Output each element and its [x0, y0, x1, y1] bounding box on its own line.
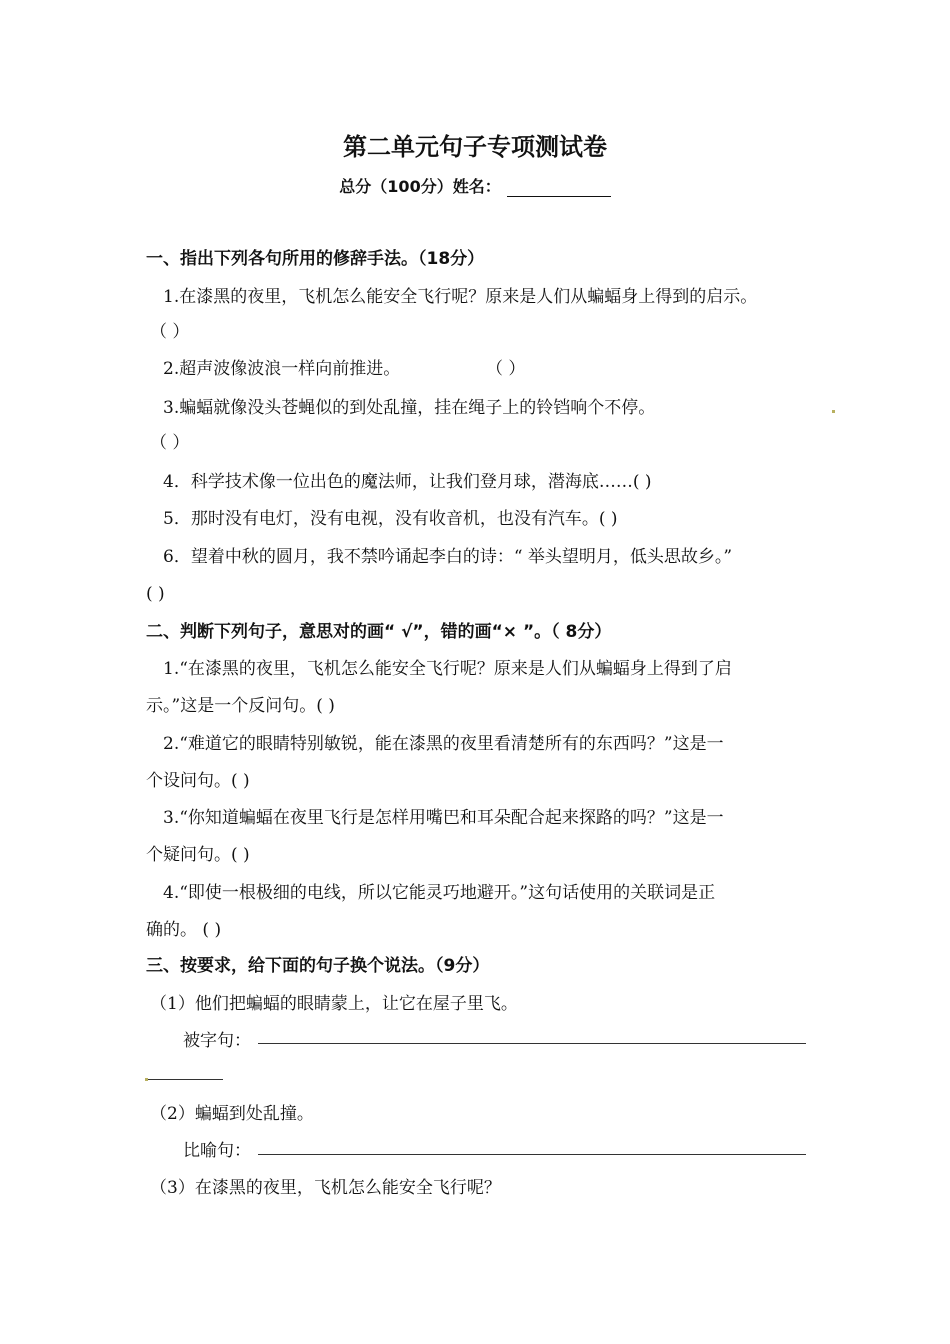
s1-question-1: 1.在漆黑的夜里，飞机怎么能安全飞行呢？原来是人们从蝙蝠身上得到的启示。: [163, 287, 758, 307]
s3-question-1: （1）他们把蝙蝠的眼睛蒙上，让它在屋子里飞。: [150, 994, 518, 1014]
s3-question-3: （3）在漆黑的夜里，飞机怎么能安全飞行呢？: [150, 1178, 501, 1198]
section-1-heading: 一、指出下列各句所用的修辞手法。（18分）: [146, 249, 485, 269]
s2-question-1-line-2: 示。”这是一个反问句。( ): [146, 696, 335, 716]
s3-metaphor-label: 比喻句：: [183, 1141, 251, 1161]
s2-question-3-line-2: 个疑问句。( ): [146, 845, 250, 865]
s3-passive-answer-line-cont[interactable]: [146, 1079, 223, 1080]
s3-passive-label: 被字句：: [183, 1031, 251, 1051]
speck-mark: [145, 1078, 148, 1081]
s3-question-2: （2）蝙蝠到处乱撞。: [150, 1104, 314, 1124]
section-2-heading: 二、判断下列句子，意思对的画“ √”，错的画“× ”。（ 8分）: [146, 622, 612, 642]
s1-answer-blank-1[interactable]: （ ）: [150, 322, 190, 342]
s1-answer-blank-6[interactable]: ( ): [146, 584, 165, 604]
score-name-label: 总分（100分）姓名：: [339, 177, 501, 196]
s3-metaphor-answer-line[interactable]: [258, 1154, 806, 1155]
s1-question-4: 4．科学技术像一位出色的魔法师，让我们登月球，潜海底……( ): [163, 472, 652, 492]
s1-answer-blank-3[interactable]: （ ）: [150, 433, 190, 453]
s1-question-2: 2.超声波像波浪一样向前推进。: [163, 359, 401, 379]
s2-question-2-line-1: 2.“难道它的眼睛特别敏锐，能在漆黑的夜里看清楚所有的东西吗？”这是一: [163, 734, 724, 754]
s1-question-5: 5．那时没有电灯，没有电视，没有收音机，也没有汽车。( ): [163, 509, 618, 529]
s1-question-3: 3.蝙蝠就像没头苍蝇似的到处乱撞，挂在绳子上的铃铛响个不停。: [163, 398, 656, 418]
s1-answer-blank-2[interactable]: （ ）: [486, 359, 526, 379]
s2-question-4-line-2: 确的。 ( ): [146, 920, 222, 940]
s3-passive-answer-line[interactable]: [258, 1043, 806, 1044]
s2-question-4-line-1: 4.“即使一根极细的电线，所以它能灵巧地避开。”这句话使用的关联词是正: [163, 883, 716, 903]
s2-question-3-line-1: 3.“你知道蝙蝠在夜里飞行是怎样用嘴巴和耳朵配合起来探路的吗？”这是一: [163, 808, 724, 828]
subtitle-line: [0, 174, 950, 197]
section-3-heading: 三、按要求，给下面的句子换个说法。（9分）: [146, 956, 490, 976]
name-blank[interactable]: [507, 180, 611, 197]
s2-question-2-line-2: 个设问句。( ): [146, 771, 250, 791]
page-title: 第二单元句子专项测试卷: [343, 133, 607, 161]
speck-mark: [832, 410, 835, 413]
s1-question-6: 6．望着中秋的圆月，我不禁吟诵起李白的诗：“ 举头望明月，低头思故乡。”: [163, 547, 733, 567]
s2-question-1-line-1: 1.“在漆黑的夜里，飞机怎么能安全飞行呢？原来是人们从蝙蝠身上得到了启: [163, 659, 732, 679]
